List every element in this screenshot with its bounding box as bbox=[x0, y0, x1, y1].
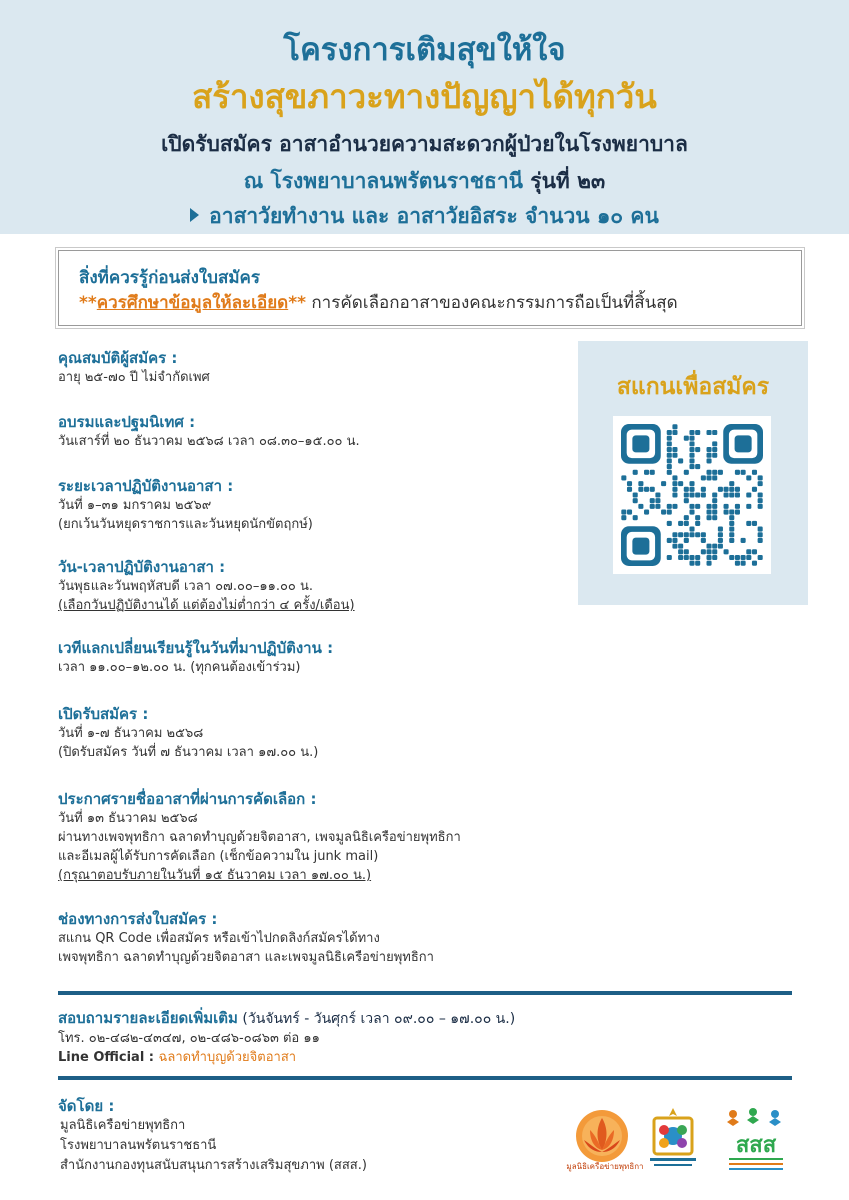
section-title: อบรมและปฐมนิเทศ : bbox=[58, 413, 196, 431]
section-title: ประกาศรายชื่ออาสาที่ผ่านการคัดเลือก : bbox=[58, 790, 317, 808]
section-line: วันที่ ๑๓ ธันวาคม ๒๕๖๘ bbox=[58, 811, 198, 826]
organizer-item: สำนักงานกองทุนสนับสนุนการสร้างเสริมสุขภาพ (สสส.) bbox=[60, 1158, 367, 1173]
volunteer-count-line bbox=[0, 200, 849, 233]
recruit-heading: เปิดรับสมัคร อาสาอำนวยความสะดวกผู้ป่วยในโรงพยาบาล bbox=[161, 132, 688, 156]
section-title: ช่องทางการส่งใบสมัคร : bbox=[58, 910, 218, 928]
section-title: เวทีแลกเปลี่ยนเรียนรู้ในวันที่มาปฏิบัติงาน : bbox=[58, 639, 334, 657]
section-line: สแกน QR Code เพื่อสมัคร หรือเข้าไปกดลิงก์สมัครได้ทาง bbox=[58, 931, 380, 946]
qr-panel bbox=[578, 341, 808, 605]
section-sharing-session bbox=[58, 638, 578, 677]
section-line: (เลือกวันปฏิบัติงานได้ แต่ต้องไม่ต่ำกว่า ๔ ครั้ง/เดือน) bbox=[58, 598, 355, 613]
notice-title: สิ่งที่ควรรู้ก่อนส่งใบสมัคร bbox=[79, 268, 261, 288]
section-title: ระยะเวลาปฏิบัติงานอาสา : bbox=[58, 477, 234, 495]
section-line: วันพุธและวันพฤหัสบดี เวลา ๐๗.๐๐–๑๑.๐๐ น. bbox=[58, 579, 313, 594]
qr-code[interactable] bbox=[613, 416, 771, 574]
hospital-logo-icon bbox=[642, 1104, 704, 1174]
hospital-batch-line bbox=[0, 165, 849, 198]
section-line: (ยกเว้นวันหยุดราชการและวันหยุดนักขัตฤกษ์) bbox=[58, 517, 313, 532]
organizers-title: จัดโดย : bbox=[58, 1097, 115, 1115]
contact-hours: (วันจันทร์ - วันศุกร์ เวลา ๐๙.๐๐ – ๑๗.๐๐ น.) bbox=[237, 1011, 516, 1027]
logo1-caption: มูลนิธิเครือข่ายพุทธิกา bbox=[566, 1162, 644, 1171]
contact-section bbox=[58, 1008, 798, 1067]
stars-close: ** bbox=[288, 293, 306, 313]
section-orientation bbox=[58, 412, 578, 451]
section-title: คุณสมบัติผู้สมัคร : bbox=[58, 349, 178, 367]
project-subtitle: สร้างสุขภาวะทางปัญญาได้ทุกวัน bbox=[192, 77, 657, 116]
logo3-text: สสส bbox=[735, 1133, 777, 1158]
section-line: เพจพุทธิกา ฉลาดทำบุญด้วยจิตอาสา และเพจมูลนิธิเครือข่ายพุทธิกา bbox=[58, 950, 434, 965]
thaihealth-logo-icon bbox=[723, 1106, 789, 1174]
section-line: (กรุณาตอบรับภายในวันที่ ๑๕ ธันวาคม เวลา ๑๗.๐๐ น.) bbox=[58, 868, 372, 883]
contact-title: สอบถามรายละเอียดเพิ่มเติม bbox=[58, 1009, 238, 1027]
batch-number: รุ่นที่ ๒๓ bbox=[522, 169, 606, 193]
section-line: วันเสาร์ที่ ๒๐ ธันวาคม ๒๕๖๘ เวลา ๐๘.๓๐–๑๕.๐๐ น. bbox=[58, 434, 360, 449]
divider-top bbox=[58, 991, 792, 995]
triangle-bullet-icon bbox=[190, 208, 199, 222]
qr-title: สแกนเพื่อสมัคร bbox=[616, 374, 770, 400]
section-work-period bbox=[58, 476, 578, 534]
section-line: (ปิดรับสมัคร วันที่ ๗ ธันวาคม เวลา ๑๗.๐๐ น.) bbox=[58, 745, 319, 760]
volunteer-count-text: อาสาวัยทำงาน และ อาสาวัยอิสระ จำนวน ๑๐ คน bbox=[209, 204, 659, 228]
section-title: วัน-เวลาปฏิบัติงานอาสา : bbox=[58, 558, 226, 576]
notice-emphasis: ควรศึกษาข้อมูลให้ละเอียด bbox=[96, 293, 289, 313]
section-line: และอีเมลผู้ได้รับการคัดเลือก (เช็กข้อความใน junk mail) bbox=[58, 849, 379, 864]
section-apply-channels bbox=[58, 909, 578, 967]
notice-box bbox=[58, 250, 802, 326]
organizer-item: โรงพยาบาลนพรัตนราชธานี bbox=[60, 1138, 217, 1153]
notice-body: การคัดเลือกอาสาของคณะกรรมการถือเป็นที่สิ้นสุด bbox=[305, 293, 678, 313]
section-line: วันที่ ๑–๓๑ มกราคม ๒๕๖๙ bbox=[58, 498, 212, 513]
section-line: วันที่ ๑-๗ ธันวาคม ๒๕๖๘ bbox=[58, 726, 204, 741]
contact-line-row bbox=[58, 1048, 798, 1067]
divider-bottom bbox=[58, 1076, 792, 1080]
qr-code-icon bbox=[613, 416, 771, 574]
hospital-name: ณ โรงพยาบาลนพรัตนราชธานี bbox=[243, 169, 523, 193]
contact-phone: โทร. ๐๒-๔๘๒-๔๓๔๗, ๐๒-๔๘๖-๐๘๖๓ ต่อ ๑๑ bbox=[58, 1031, 320, 1046]
section-application-open bbox=[58, 704, 578, 762]
contact-title-row bbox=[58, 1008, 798, 1029]
section-announcement bbox=[58, 789, 578, 885]
section-qualifications bbox=[58, 348, 578, 387]
line-label: Line Official : bbox=[58, 1050, 159, 1065]
section-work-days bbox=[58, 557, 578, 615]
project-title: โครงการเติมสุขให้ใจ bbox=[283, 32, 566, 68]
organizer-item: มูลนิธิเครือข่ายพุทธิกา bbox=[60, 1118, 186, 1133]
section-line: ผ่านทางเพจพุทธิกา ฉลาดทำบุญด้วยจิตอาสา, เพจมูลนิธิเครือข่ายพุทธิกา bbox=[58, 830, 461, 845]
header-banner bbox=[0, 0, 849, 234]
section-title: เปิดรับสมัคร : bbox=[58, 705, 149, 723]
section-line: อายุ ๒๕-๗๐ ปี ไม่จำกัดเพศ bbox=[58, 370, 210, 385]
notice-text bbox=[79, 289, 678, 316]
organizers-section bbox=[58, 1096, 558, 1176]
stars-open: ** bbox=[79, 293, 97, 313]
line-official-link[interactable]: ฉลาดทำบุญด้วยจิตอาสา bbox=[158, 1050, 297, 1065]
section-line: เวลา ๑๑.๐๐–๑๒.๐๐ น. (ทุกคนต้องเข้าร่วม) bbox=[58, 660, 301, 675]
